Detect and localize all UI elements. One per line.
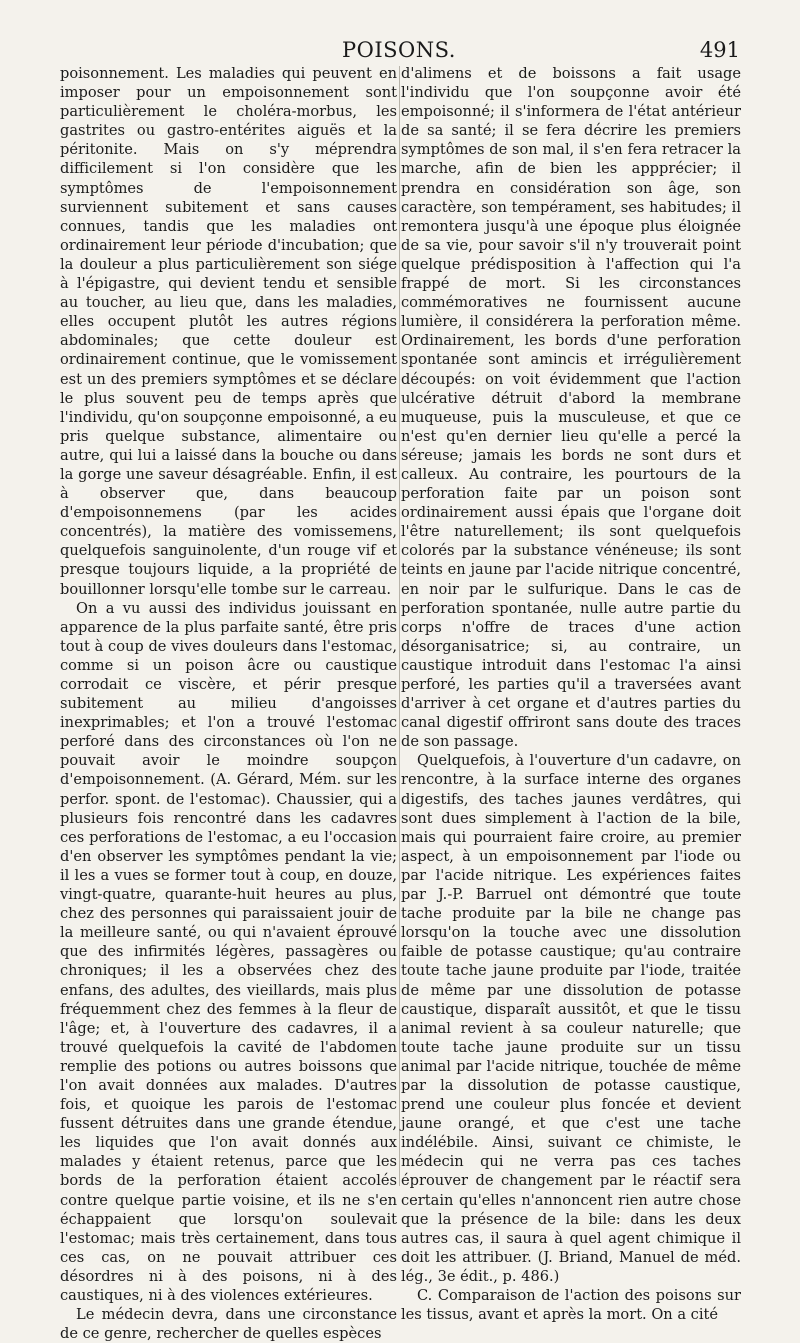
left-column [60, 64, 397, 1343]
page-number: 491 [699, 38, 740, 62]
paragraph: Le médecin devra, dans une circonstance de ce genre, rechercher de quelles espèces [60, 1306, 397, 1343]
right-column [401, 64, 741, 1324]
paragraph: On a vu aussi des individus jouissant en apparence de la plus parfaite santé, être pris tout à coup de vives douleurs dans l'estomac, comme si un poison âcre ou caustique corrodait ce viscère, et périr presque subitement au milieu d'angoisses inexprimables; et l'on a trouvé l'estomac perforé dans des circonstances où l'on ne pouvait avoir le moindre soupçon d'empoisonnement. (A. Gérard, Mém. sur les perfor. spont. de l'estomac). Chaussier, qui a plusieurs fois rencontré dans les cadavres ces perforations de l'estomac, a eu l'occasion d'en observer les symptômes pendant la vie; il les a vues se former tout à coup, en douze, vingt-quatre, quarante-huit heures au plus, chez des personnes qui paraissaient jouir de la meilleure santé, ou qui n'avaient éprouvé que des infirmités légères, passagères ou chroniques; il les a observées chez des enfans, des adultes, des vieillards, mais plus fréquemment chez des femmes à la fleur de l'âge; et, à l'ouverture des cadavres, il a trouvé quelquefois la cavité de l'abdomen remplie des potions ou autres boissons que l'on avait données aux malades. D'autres fois, et quoique les parois de l'estomac fussent détruites dans une grande étendue, les liquides que l'on avait donnés aux malades y étaient retenus, parce que les bords de la perforation étaient accolés contre quelque partie voisine, et ils ne s'en échappaient que lorsqu'on soulevait l'estomac; mais très certainement, dans tous ces cas, on ne pouvait attribuer ces désordres ni à des poisons, ni à des caustiques, ni à des violences extérieures. [60, 599, 397, 1304]
paragraph: C. Comparaison de l'action des poisons sur les tissus, avant et après la mort. On a cité [401, 1287, 741, 1324]
paragraph: poisonnement. Les maladies qui peuvent en imposer pour un empoisonnement sont particulièrement le choléra-morbus, les gastrites ou gastro-entérites aiguës et la péritonite. Mais on s'y méprendra difficilement si l'on considère que les symptômes de l'empoisonnement surviennent subitement et sans causes connues, tandis que les maladies ont ordinairement leur période d'incubation; que la douleur a plus particulièrement son siége à l'épigastre, qui devient tendu et sensible au toucher, au lieu que, dans les maladies, elles occupent plutôt les autres régions abdominales; que cette douleur est ordinairement continue, que le vomissement est un des premiers symptômes et se déclare le plus souvent peu de temps après que l'individu, qu'on soupçonne empoisonné, a eu pris quelque substance, alimentaire ou autre, qui lui a laissé dans la bouche ou dans la gorge une saveur désagréable. Enfin, il est à observer que, dans beaucoup d'empoisonnemens (par les acides concentrés), la matière des vomissemens, quelquefois sanguinolente, d'un rouge vif et presque toujours liquide, a la propriété de bouillonner lorsqu'elle tombe sur le carreau. [60, 65, 397, 598]
paragraph: Quelquefois, à l'ouverture d'un cadavre, on rencontre, à la surface interne des organes digestifs, des taches jaunes verdâtres, qui sont dues simplement à l'action de la bile, mais qui pourraient faire croire, au premier aspect, à un empoisonnement par l'iode ou par l'acide nitrique. Les expériences faites par J.-P. Barruel ont démontré que toute tache produite par la bile ne change pas lorsqu'on la touche avec une dissolution faible de potasse caustique; qu'au contraire toute tache jaune produite par l'iode, traitée de même par une dissolution de potasse caustique, disparaît aussitôt, et que le tissu animal revient à sa couleur naturelle; que toute tache jaune produite sur un tissu animal par l'acide nitrique, touchée de même par la dissolution de potasse caustique, prend une couleur plus foncée et devient jaune orangé, et que c'est une tache indélébile. Ainsi, suivant ce chimiste, le médecin qui ne verra pas ces taches éprouver de changement par le réactif sera certain qu'elles n'annoncent rien autre chose que la présence de la bile: dans les deux autres cas, il saura à quel agent chimique il doit les attribuer. (J. Briand, Manuel de méd. lég., 3e édit., p. 486.) [401, 752, 741, 1285]
running-title: POISONS. [342, 38, 456, 62]
paragraph: d'alimens et de boissons a fait usage l'individu que l'on soupçonne avoir été empoisonné; il s'informera de l'état antérieur de sa santé; il se fera décrire les premiers symptômes de son mal, il s'en fera retracer la marche, afin de bien les appprécier; il prendra en considération son âge, son caractère, son tempérament, ses habitudes; il remontera jusqu'à une époque plus éloignée de sa vie, pour savoir s'il n'y trouverait point quelque prédisposition à l'affection qui l'a frappé de mort. Si les circonstances commémoratives ne fournissent aucune lumière, il considérera la perforation même. Ordinairement, les bords d'une perforation spontanée sont amincis et irrégulièrement découpés: on voit évidemment que l'action ulcérative détruit d'abord la membrane muqueuse, puis la musculeuse, et que ce n'est qu'en dernier lieu qu'elle a percé la séreuse; jamais les bords ne sont durs et calleux. Au contraire, les pourtours de la perforation faite par un poison sont ordinairement aussi épais que l'organe doit l'être naturellement; ils sont quelquefois colorés par la substance vénéneuse; ils sont teints en jaune par l'acide nitrique concentré, en noir par le sulfurique. Dans le cas de perforation spontanée, nulle autre partie du corps n'offre de traces d'une action désorganisatrice; si, au contraire, un caustique introduit dans l'estomac l'a ainsi perforé, les parties qu'il a traversées avant d'arriver à cet organe et d'autres parties du canal digestif offriront sans doute des traces de son passage. [401, 65, 741, 751]
column-divider [399, 66, 400, 1186]
